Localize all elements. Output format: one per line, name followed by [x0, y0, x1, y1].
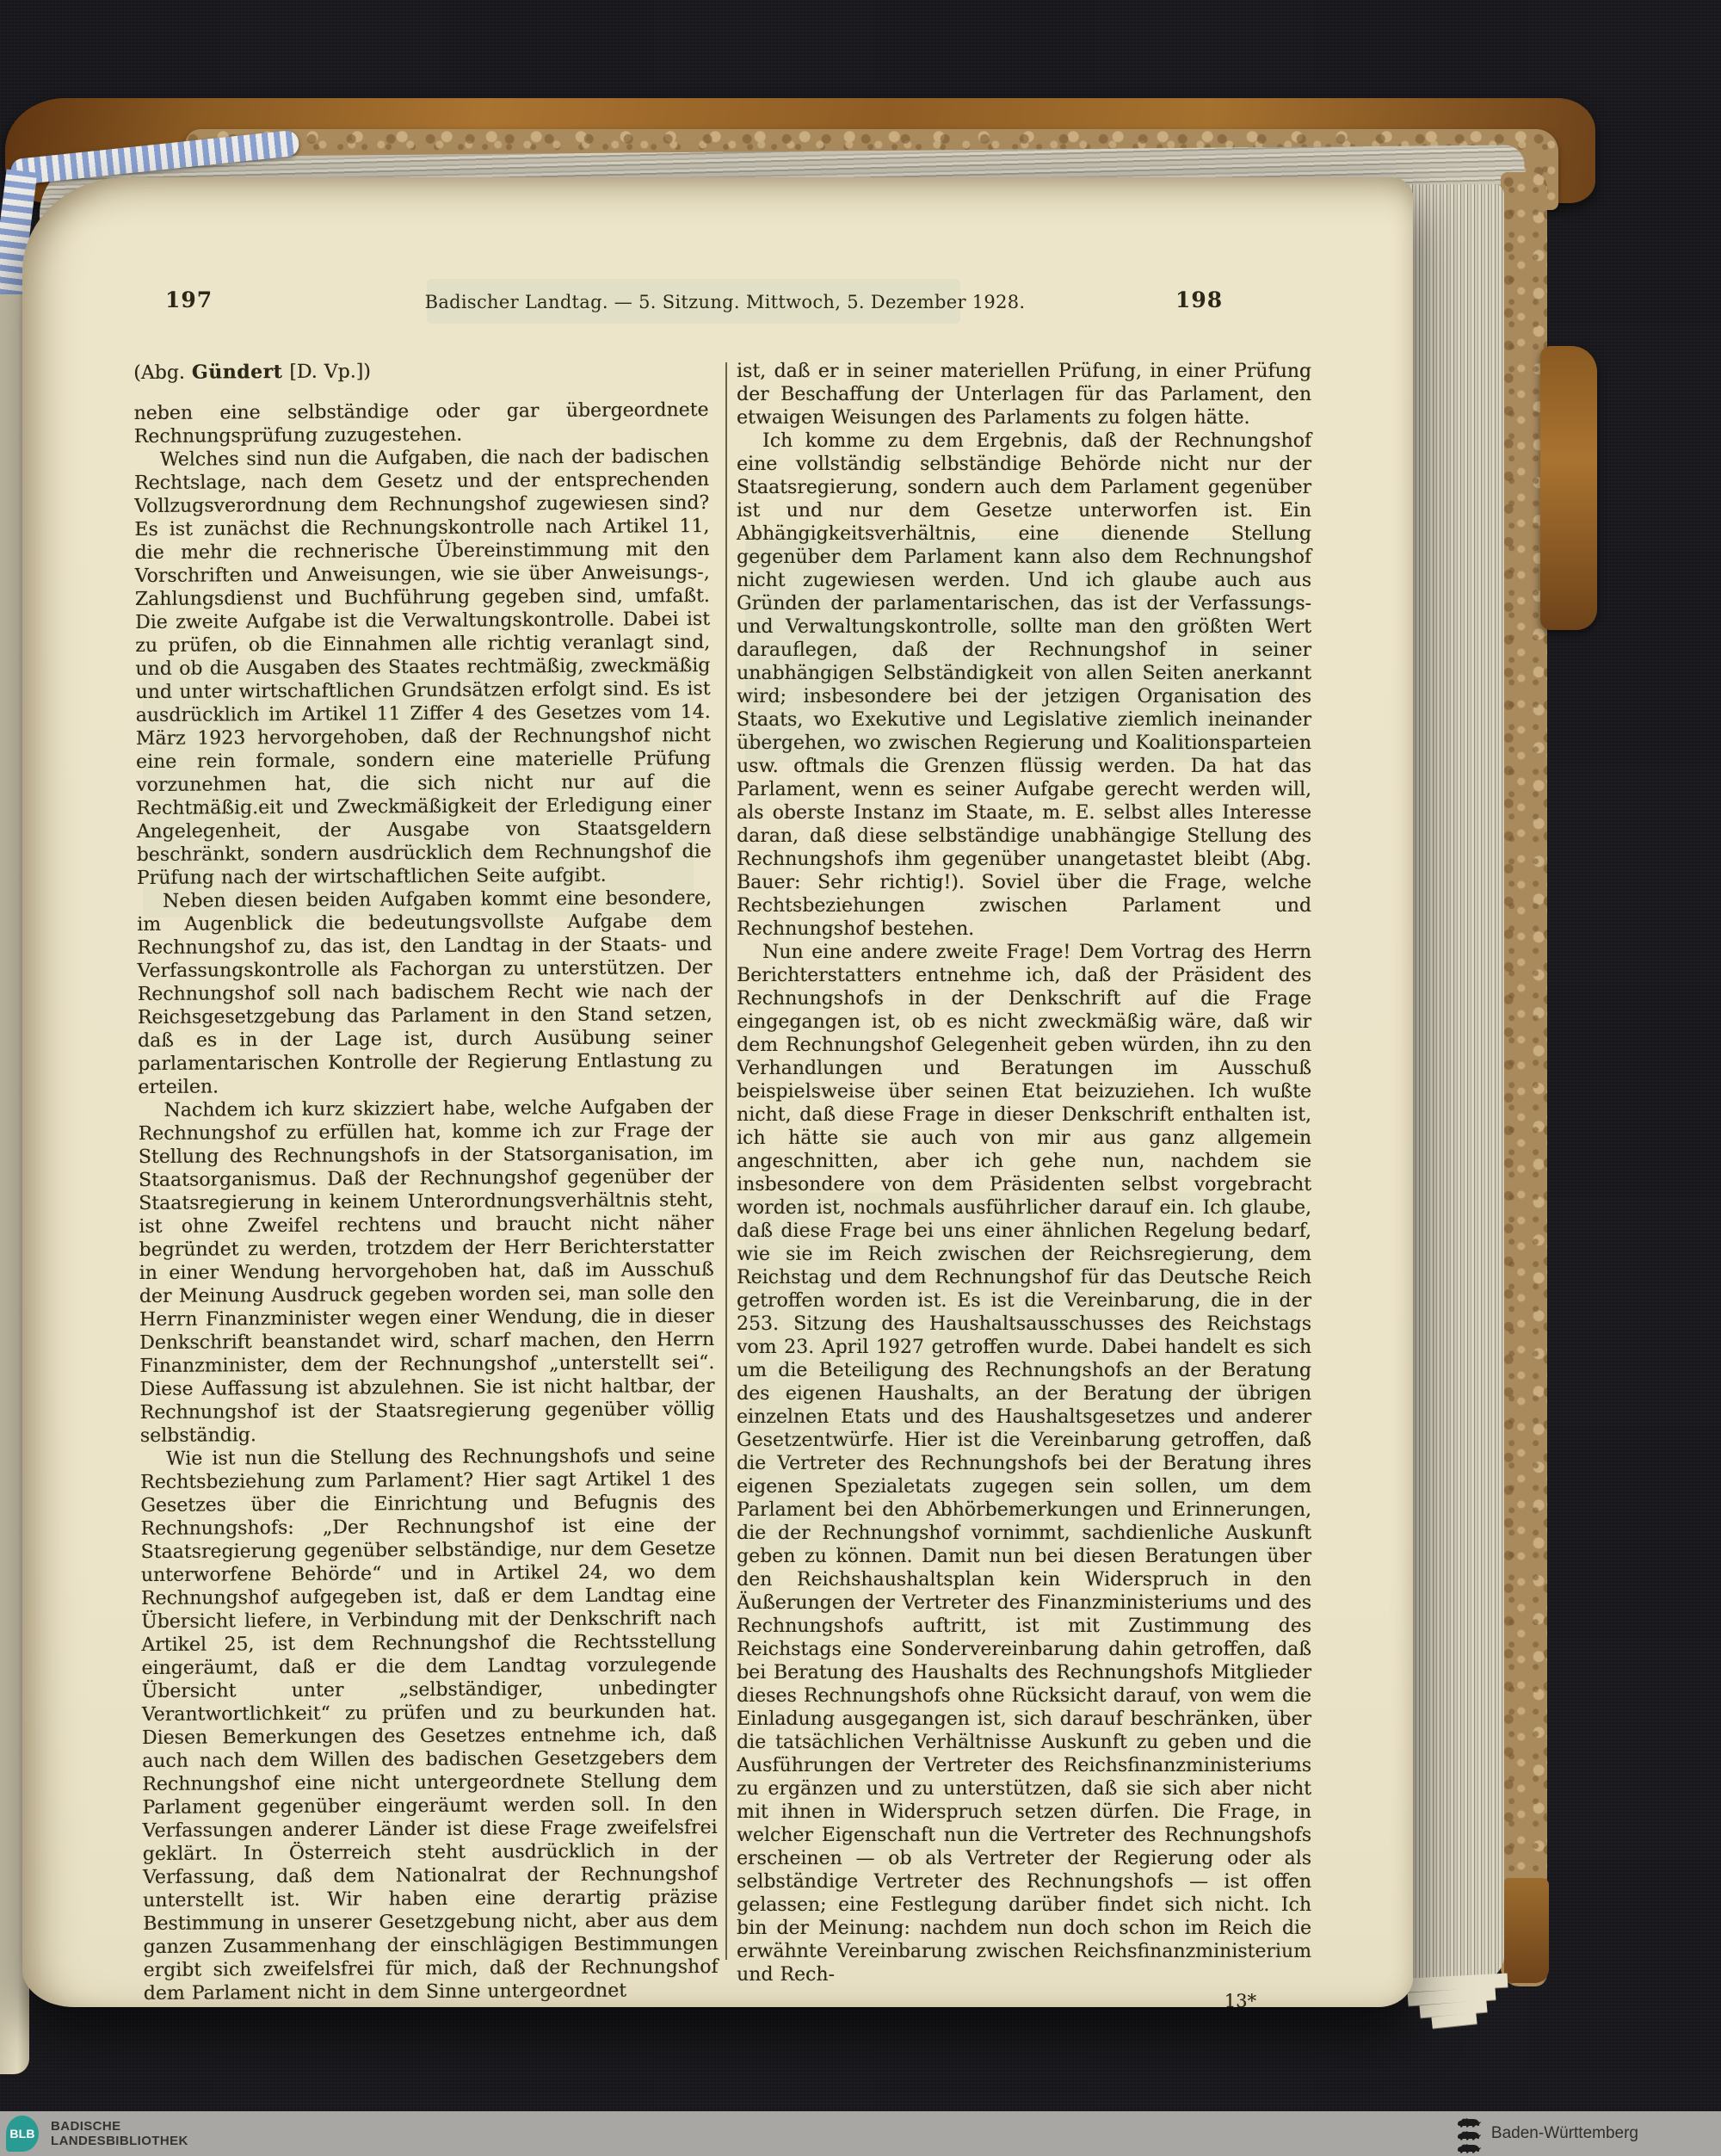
right-text-column	[737, 360, 1311, 2013]
book-leather-corner-bottom	[1504, 1878, 1549, 1983]
paragraph: Wie ist nun die Stellung des Rechnungshofs und seine Rechtsbeziehung zum Parlament? Hier sagt Artikel 1 des Gesetzes über die Einrichtung und Befugnis des Rechnungshofs: „Der Rechnungshof ist eine der Staatsregierung gegenüber selbständige, nur dem Gesetze unterworfene Behörde“ und in Artikel 24, wo dem Rechnungshof aufgegeben ist, daß er dem Landtag eine Übersicht liefere, in Verbindung mit der Denkschrift nach Artikel 25, ist dem Rechnungshof die Rechtsstellung eingeräumt, daß er die dem Landtag vorzulegende Übersicht unter „selbständiger, unbedingter Verantwortlichkeit“ zu prüfen und zu beurkunden hat. Diesen Bemerkungen des Gesetzes entnehme ich, daß auch nach dem Willen des badischen Gesetzgebers dem Rechnungshof eine nicht untergeordnete Stellung dem Parlament gegenüber eingeräumt werden soll. In den Verfassungen anderer Länder ist diese Frage zweifelsfrei geklärt. In Österreich steht ausdrücklich in der Verfassung, daß dem Nationalrat der Rechnungshof unterstellt ist. Wir haben eine derartig präzise Bestimmung in unserer Gesetzgebung nicht, aber aus dem ganzen Zusammenhang der einschlägigen Bestimmungen ergibt sich zweifelsfrei für mich, daß der Rechnungshof dem Parlament nicht in dem Sinne untergeordnet	[140, 1444, 719, 2005]
paragraph: Neben diesen beiden Aufgaben kommt eine besondere, im Augenblick die bedeutungsvollste Aufgabe dem Rechnungshof zu, das ist, den Landtag in der Staats- und Verfassungskontrolle als Fachorgan zu unterstützen. Der Rechnungshof soll nach badischem Recht wie nach der Reichsgesetzgebung das Parlament in den Stand setzen, daß es in der Lage ist, durch Ausübung seiner parlamentarischen Kontrolle der Regierung Entlastung zu erteilen.	[137, 886, 713, 1099]
state-name: Baden-Württemberg	[1490, 2124, 1638, 2142]
paragraph: Nun eine andere zweite Frage! Dem Vortrag des Herrn Berichterstatters entnehme ich, daß der Präsident des Rechnungshofs in der Denkschrift auf die Frage eingegangen ist, ob es nicht zweckmäßig wäre, daß wir dem Rechnungshof Gelegenheit geben würden, ihn zu den Verhandlungen und Beratungen im Ausschuß beispielsweise über seinen Etat beizuziehen. Ich wußte nicht, daß diese Frage in dieser Denkschrift enthalten ist, ich hätte sie auch von mir aus ganz allgemein angeschnitten, aber ich gehe nun, nachdem sie insbesondere von dem Präsidenten selbst vorgebracht worden ist, nochmals ausführlicher darauf ein. Ich glaube, daß diese Frage bei uns einer ähnlichen Regelung bedarf, wie sie im Reich zwischen der Reichsregierung, dem Reichstag und dem Rechnungshof für das Deutsche Reich getroffen worden ist. Es ist die Vereinbarung, die in der 253. Sitzung des Haushaltsausschusses des Reichstags vom 23. April 1927 getroffen wurde. Dabei handelt es sich um die Beteiligung des Rechnungshofs an der Beratung des eigenen Haushalts, an der Beratung der übrigen einzelnen Etats und des Haushaltsgesetzes und anderer Gesetzentwürfe. Hier ist die Vereinbarung getroffen, daß die Vertreter des Rechnungshofs bei der Beratung ihres eigenen Spezialetats zugegen sein sollen, um dem Parlament bei den Abhörbemerkungen und Erinnerungen, die der Rechnungshof vornimmt, sachdienliche Auskunft geben zu können. Damit nun bei diesen Beratungen über den Reichshaushaltsplan kein Widerspruch in den Äußerungen der Vertreter des Finanzministeriums und des Rechnungshofs auftritt, ist mit Zustimmung des Reichstags eine Sondervereinbarung dahin getroffen, daß bei Beratung des Haushalts des Rechnungshofs Mitglieder dieses Rechnungshofs ohne Rücksicht darauf, von wem die Einladung ausgegangen ist, sich darauf beschränken, über die tatsächlichen Verhältnisse Auskunft zu geben und die Ausführungen der Vertreter des Reichsfinanzministeriums zu ergänzen und zu unterstützen, daß sie sich aber nicht mit ihnen in Widerspruch setzen dürfen. Die Frage, in welcher Eigenschaft nun die Vertreter des Rechnungshofs erscheinen — ob als Vertreter der Regierung oder als selbständige Vertreter des Rechnungshofs — ist offen gelassen; eine Festlegung darüber findet sich nicht. Ich bin der Meinung: nachdem nun doch schon im Reich die erwähnte Vereinbarung zwischen Reichsfinanzministerium und Rech-	[737, 942, 1311, 1986]
page-stack-fore-edge	[1403, 184, 1504, 1981]
column-divider-rule	[725, 362, 727, 1960]
speaker-prefix: (Abg.	[133, 361, 192, 385]
paragraph: Nachdem ich kurz skizziert habe, welche Aufgaben der Rechnungshof zu erfüllen hat, komme ich zur Frage der Stellung des Rechnungshofs in der Statsorganisation, im Staatsorganismus. Daß der Rechnungshof gegenüber der Staatsregierung in keinem Unterordnungsverhältnis steht, ist ohne Zweifel rechtens und braucht nicht näher begründet zu werden, trotzdem der Herr Berichterstatter in einer Wendung hervorgehoben hat, daß im Ausschuß der Meinung Ausdruck gegeben worden sei, man solle den Herrn Finanzminister wegen einer Wendung, die in dieser Denkschrift beanstandet wird, scharf machen, den Herrn Finanzminister, dem der Rechnungshof „unterstellt sei“. Diese Auffassung ist abzulehnen. Sie ist nicht haltbar, der Rechnungshof ist der Staatsregierung gegenüber völlig selbständig.	[138, 1096, 715, 1448]
library-branding	[0, 2116, 188, 2152]
scanned-book-page	[22, 177, 1413, 2011]
paragraph: neben eine selbständige oder gar übergeordnete Rechnungsprüfung zuzugestehen.	[133, 398, 709, 448]
speaker-line	[133, 358, 708, 385]
library-name-line2: LANDESBIBLIOTHEK	[51, 2134, 188, 2148]
paragraph: Ich komme zu dem Ergebnis, daß der Rechnungshof eine vollständig selbständige Behörde nicht nur der Staatsregierung, sondern auch dem Parlament gegenüber ist und nur dem Gesetze unterworfen ist. Ein Abhängigkeitsverhältnis, eine dienende Stellung gegenüber dem Parlament kann also dem Rechnungshof nicht zugewiesen werden. Und ich glaube auch aus Gründen der parlamentarischen, das ist der Verfassungs- und Verwaltungskontrolle, sollte man den größten Wert darauflegen, daß der Rechnungshof in seiner unabhängigen Selbständigkeit von allen Seiten anerkannt wird; insbesondere bei der jetzigen Organisation des Staats, wo Exekutive und Legislative ziemlich ineinander übergehen, wo zwischen Regierung und Koalitionsparteien usw. oftmals die Grenzen flüssig werden. Da hat das Parlament, wenn es seiner Aufgabe gerecht werden will, als oberste Instanz im Staate, m. E. selbst alles Interesse daran, daß diese selbständige unabhängige Stellung des Rechnungshofs ihm gegenüber unangetastet bleibt (Abg. Bauer: Sehr richtig!). Soviel über die Frage, welche Rechtsbeziehungen zwischen Parlament und Rechnungshof bestehen.	[737, 430, 1311, 940]
signature-mark: 13*	[1224, 1991, 1256, 2011]
book-leather-corner-right	[1540, 346, 1597, 630]
speaker-suffix: [D. Vp.])	[282, 361, 371, 384]
left-text-column	[133, 358, 719, 2005]
baden-wuerttemberg-lions-crest-icon	[1455, 2114, 1481, 2153]
running-title: Badischer Landtag. — 5. Sitzung. Mittwoch, 5. Dezember 1928.	[424, 292, 1026, 312]
library-name-line1: BADISCHE	[51, 2119, 121, 2134]
state-branding	[1455, 2114, 1721, 2153]
library-footer-bar	[0, 2111, 1721, 2156]
paragraph: ist, daß er in seiner materiellen Prüfung, in einer Prüfung der Beschaffung der Unterlagen für das Parlament, den etwaigen Weisungen des Parlaments zu folgen hätte.	[737, 361, 1311, 429]
page-number-right: 198	[1175, 287, 1224, 312]
speaker-name: Gündert	[191, 361, 283, 384]
page-number-left: 197	[165, 287, 213, 312]
paragraph: Welches sind nun die Aufgaben, die nach der badischen Rechtslage, nach dem Gesetz und der entsprechenden Vollzugsverordnung dem Rechnungshof zugewiesen sind? Es ist zunächst die Rechnungskontrolle nach Artikel 11, die mehr die rechnerische Übereinstimmung mit den Vorschriften und Anweisungen, wie sie über Anweisungs-, Zahlungsdienst und Buchführung gegeben sind, umfaßt. Die zweite Aufgabe ist die Verwaltungskontrolle. Dabei ist zu prüfen, ob die Einnahmen alle richtig veranlagt sind, und ob die Ausgaben des Staates rechtmäßig, zweckmäßig und unter wirtschaftlichen Grundsätzen erfolgt sind. Es ist ausdrücklich im Artikel 11 Ziffer 4 des Gesetzes vom 14. März 1923 hervorgehoben, daß der Rechnungshof nicht eine rein formale, sondern eine materielle Prüfung vorzunehmen hat, die sich nicht nur auf die Rechtmäßig.eit und Zweckmäßigkeit der Erledigung einer Angelegenheit, der Ausgabe von Staatsgeldern beschränkt, sondern ausdrücklich dem Rechnungshof die Prüfung nach der wirtschaftlichen Seite aufgibt.	[133, 445, 712, 890]
blb-logo-icon: BLB	[6, 2116, 39, 2152]
library-name	[51, 2119, 188, 2148]
